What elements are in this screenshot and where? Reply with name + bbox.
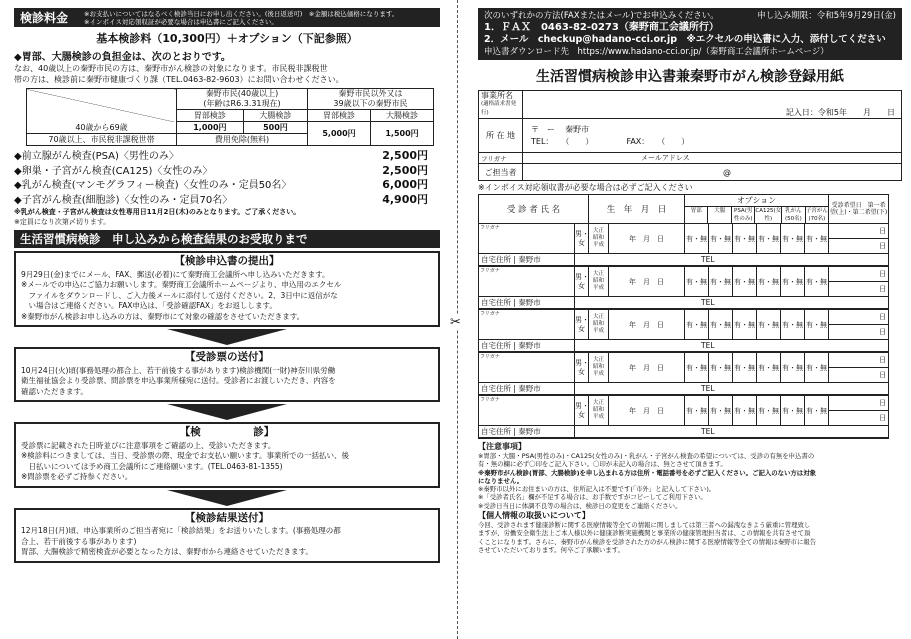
option-choice[interactable]: 有・無 xyxy=(733,266,757,297)
option-choice[interactable]: 有・無 xyxy=(685,309,709,340)
birthdate-field[interactable]: 年 月 日 xyxy=(609,395,685,426)
birthdate-field[interactable]: 年 月 日 xyxy=(609,224,685,254)
option-list xyxy=(14,149,440,207)
head-birth: 生 年 月 日 xyxy=(589,195,685,224)
preferred-date-field[interactable]: 日 日 xyxy=(829,224,889,254)
company-label: 事業所名 xyxy=(481,91,513,100)
invoice-note: ※インボイス対応領収書が必要な場合は必ずご記入ください xyxy=(478,183,693,192)
step-result: 【検診結果送付】 12月18日(月)頃、申込事業所のご担当者宛に「検診結果」をお送りいたします。(事務処理の都 合上、若干前後する事があります) 胃部、大腸検診で精密検査が必要となった方は、秦野市から連絡させていただきます。 xyxy=(14,508,440,563)
col-a-sub: (年齢はR6.3.31現在) xyxy=(203,99,281,108)
option-choice[interactable]: 有・無 xyxy=(781,309,805,340)
option-choice[interactable]: 有・無 xyxy=(709,395,733,426)
option-choice[interactable]: 有・無 xyxy=(733,309,757,340)
option-item: ◆前立腺がん検査(PSA)〈男性のみ〉 2,500円 xyxy=(14,149,428,162)
subsidy-text-2: 帯の方は、検診前に秦野市健康づくり課（TEL.0463-82-9603）にお問い合わせください。 xyxy=(14,75,344,84)
applicant-name-field[interactable]: フリガナ xyxy=(479,266,575,297)
option-choice[interactable]: 有・無 xyxy=(685,224,709,254)
sex-select[interactable]: 男・女 xyxy=(575,309,589,340)
base-price: 基本検診料（10,300円）＋オプション（下記参照） xyxy=(96,32,358,45)
down-arrow-icon xyxy=(167,490,287,506)
option-choice[interactable]: 有・無 xyxy=(781,224,805,254)
home-address-field[interactable]: 自宅住所 | 秦野市 xyxy=(479,426,575,439)
option-choice[interactable]: 有・無 xyxy=(709,224,733,254)
option-choice[interactable]: 有・無 xyxy=(805,266,829,297)
row2-value: 費用免除(無料) xyxy=(177,134,308,146)
head-colon-b: 大腸検診 xyxy=(371,110,434,122)
option-choice[interactable]: 有・無 xyxy=(805,352,829,383)
privacy-text: 今回、受診されます健康診断に関する医療情報等全ての情報に関しましては第三者への漏洩なきよう厳重に管理致し ますが、労働安全衛生法上ご本人様以外に健康診断実施機関と事業所の健康管理担当者は、この情報を共有させて頂 くことになります。さらに、秦野市がん検診を受診された方のがん検診に関する医療情報等全ての情報は秦野市に報告 させていただいております。何卒ご了承願います。 xyxy=(478,521,817,554)
col-b-label: 秦野市民以外又は xyxy=(338,89,403,98)
preferred-date-field[interactable]: 日 日 xyxy=(829,395,889,426)
option-choice[interactable]: 有・無 xyxy=(757,352,781,383)
option-choice[interactable]: 有・無 xyxy=(757,309,781,340)
home-address-field[interactable]: 自宅住所 | 秦野市 xyxy=(479,297,575,310)
head-breast: 乳がん(50名) xyxy=(781,207,804,223)
mail-line: 2．メール checkup@hadano-cci.or.jp ※エクセルの申込書に入力、添付してください xyxy=(484,34,886,45)
form-title: 生活習慣病検診申込書兼秦野市がん検診登録用紙 xyxy=(536,69,844,85)
fee-header xyxy=(14,8,440,27)
preferred-date-field[interactable]: 日 日 xyxy=(829,309,889,340)
col-b-sub: 39歳以下の秦野市民 xyxy=(333,99,408,108)
down-arrow-icon xyxy=(167,329,287,345)
era-select[interactable]: 大正 昭和 平成 xyxy=(589,395,609,426)
option-note-1: ※乳がん検査・子宮がん検査は女性専用日11月2日(木)のみとなります。ご了承ください。 xyxy=(14,208,301,216)
notes-title: 【注意事項】 xyxy=(478,442,526,451)
birthdate-field[interactable]: 年 月 日 xyxy=(609,266,685,297)
era-select[interactable]: 大正 昭和 平成 xyxy=(589,309,609,340)
sex-select[interactable]: 男・女 xyxy=(575,266,589,297)
down-arrow-icon xyxy=(167,404,287,420)
applicant-name-field[interactable]: フリガナ xyxy=(479,352,575,383)
subsidy-text-1: なお、40歳以上の秦野市民の方は、秦野市がん検診の対象になります。市民税非課税世 xyxy=(14,64,328,73)
preferred-date-field[interactable]: 日 日 xyxy=(829,266,889,297)
option-choice[interactable]: 有・無 xyxy=(781,352,805,383)
head-stomach: 胃部 xyxy=(690,208,702,214)
right-page xyxy=(470,0,906,639)
notes: ※胃部・大腸・PSA(男性のみ)・CA125(女性のみ)・乳がん・子宮がん検査の希望については、受診の有無を申込書の 有・無の欄に必ず〇印をご記入下さい。〇印が未記入の場合は、無とさせて頂きます。 ※秦野市がん検診(胃部、大腸検診)を申し込まれる方は住所・電話番号を必ずご記入ください。ご記入のない方は対象 になりません。 ※秦野市以外にお住まいの方は、住所記入は不要です(「市外」と記入して下さい)。 ※「受診者氏名」欄が不足する場合は、お手数ですがコピーしてご利用下さい。 ※受診日当日に体調不良等の場合は、検診日の変更をご連絡ください。 xyxy=(478,452,816,510)
applicant-name-field[interactable]: フリガナ xyxy=(479,395,575,426)
head-uterus: 子宮がん(70名) xyxy=(805,208,828,222)
applicant-name-field[interactable]: フリガナ xyxy=(479,309,575,340)
sex-select[interactable]: 男・女 xyxy=(575,395,589,426)
fee-note-2: ※インボイス対応領収証が必要な場合は申込書にご記入ください。 xyxy=(84,17,278,26)
birthdate-field[interactable]: 年 月 日 xyxy=(609,352,685,383)
sex-select[interactable]: 男・女 xyxy=(575,224,589,254)
option-choice[interactable]: 有・無 xyxy=(757,266,781,297)
option-item: ◆子宮がん検査(細胞診)〈女性のみ・定員70名〉 4,900円 xyxy=(14,192,428,206)
head-date-pref: 受診希望日 第一希望(上)・第二希望(下) xyxy=(829,195,889,224)
fee-table xyxy=(26,88,434,146)
option-choice[interactable]: 有・無 xyxy=(733,352,757,383)
scissors-icon: ✂ xyxy=(450,315,461,330)
deadline: 申し込み期限：令和5年9月29日(金) xyxy=(757,11,896,21)
head-colon-a: 大腸検診 xyxy=(243,110,307,122)
step-application: 【検診申込書の提出】 9月29日(金)までにメール、FAX、郵送(必着)にて秦野商工会議所へ申し込みいただきます。 ※メールでの申込にご協力お願いします。秦野商工会議所ホームページより、申込用のエクセル ファイルをダウンロードし、ご入力後メールに添付して送付ください。2、3日中に返信がな い場合はご連絡ください。FAX申込は、「受診確認FAX」をお返しします。 ※秦野市がん検診お申し込みの方は、秦野市にて対象の確認をさせていただきます。 xyxy=(14,251,440,327)
option-choice[interactable]: 有・無 xyxy=(781,266,805,297)
methods-intro: 次のいずれかの方法(FAXまたはメール)でお申込みください。 xyxy=(484,11,719,21)
sex-select[interactable]: 男・女 xyxy=(575,352,589,383)
option-choice[interactable]: 有・無 xyxy=(805,224,829,254)
mail-address-label: メールアドレス xyxy=(523,153,902,164)
option-choice[interactable]: 有・無 xyxy=(805,395,829,426)
option-choice[interactable]: 有・無 xyxy=(757,224,781,254)
company-sub: (適格請求書発行) xyxy=(481,101,517,116)
head-option: オプション xyxy=(685,195,828,207)
option-choice[interactable]: 有・無 xyxy=(709,352,733,383)
option-choice[interactable]: 有・無 xyxy=(685,266,709,297)
left-page xyxy=(0,0,448,639)
preferred-date-field[interactable]: 日 日 xyxy=(829,352,889,383)
head-colon: 大腸 xyxy=(707,207,730,223)
company-field[interactable] xyxy=(523,91,902,119)
home-tel-field[interactable]: TEL xyxy=(575,340,889,353)
other-stomach: 5,000円 xyxy=(308,122,371,146)
option-item: ◆卵巣・子宮がん検査(CA125)〈女性のみ〉 2,500円 xyxy=(14,163,428,177)
address-label: 所 在 地 xyxy=(479,119,523,153)
row1-stomach: 1,000円 xyxy=(177,122,244,134)
fax-line: 1．ＦＡＸ 0463-82-0273（秦野商工会議所行） xyxy=(484,22,719,33)
birthdate-field[interactable]: 年 月 日 xyxy=(609,309,685,340)
option-choice[interactable]: 有・無 xyxy=(685,352,709,383)
head-psa: PSA(男性のみ) xyxy=(731,207,754,223)
company-table xyxy=(478,90,902,181)
option-choice[interactable]: 有・無 xyxy=(733,224,757,254)
home-tel-field[interactable]: TEL xyxy=(575,426,889,439)
option-choice[interactable]: 有・無 xyxy=(805,309,829,340)
step-ticket: 【受診票の送付】 10月24日(火)頃(事務処理の都合上、若干前後する事があります)検診機関(一財)神奈川県労働 衛生福祉協会より受診票、問診票を申込事業所様宛に送付。受診者にお渡しいただき、内容を 確認いただきます。 xyxy=(14,347,440,402)
applicant-name-field[interactable]: フリガナ xyxy=(479,224,575,254)
home-address-field[interactable]: 自宅住所 | 秦野市 xyxy=(479,254,575,267)
row1-label: 40歳から69歳 xyxy=(27,122,177,134)
flow-header: 生活習慣病検診 申し込みから検査結果のお受取りまで xyxy=(14,230,440,248)
option-choice[interactable]: 有・無 xyxy=(709,309,733,340)
fee-note-1: ※お支払いについてはなるべく検診当日にお申し出ください。(後日返送可) ※金額は税込価格になります。 xyxy=(84,9,399,18)
option-choice[interactable]: 有・無 xyxy=(709,266,733,297)
head-stomach-a: 胃部検診 xyxy=(177,110,244,122)
option-item: ◆乳がん検査(マンモグラフィー検査)〈女性のみ・定員50名〉 6,000円 xyxy=(14,178,428,191)
contact-label: ご担当者 xyxy=(479,164,523,181)
era-select[interactable]: 大正 昭和 平成 xyxy=(589,266,609,297)
option-choice[interactable]: 有・無 xyxy=(781,395,805,426)
contact-furigana-label: フリガナ xyxy=(479,153,523,164)
subsidy-heading: ◆胃部、大腸検診の負担金は、次のとおりです。 xyxy=(14,52,231,63)
home-tel-field[interactable]: TEL xyxy=(575,297,889,310)
download-line: 申込書ダウンロード先 https://www.hadano-cci.or.jp/（秦野商工会議所ホームページ） xyxy=(484,47,829,57)
option-choice[interactable]: 有・無 xyxy=(733,395,757,426)
privacy-title: 【個人情報の取扱いについて】 xyxy=(478,511,590,521)
home-address-field[interactable]: 自宅住所 | 秦野市 xyxy=(479,383,575,396)
option-note-2: ※定員になり次第〆切ります。 xyxy=(14,218,111,226)
era-select[interactable]: 大正 昭和 平成 xyxy=(589,352,609,383)
head-name: 受 診 者 氏 名 xyxy=(479,195,589,224)
era-select[interactable]: 大正 昭和 平成 xyxy=(589,224,609,254)
home-tel-field[interactable]: TEL xyxy=(575,383,889,396)
address-field[interactable]: 〒 ー 秦野市 TEL： （ ） FAX： （ ） xyxy=(523,119,902,153)
row2-label: 70歳以上、市民税非課税世帯 xyxy=(27,134,177,146)
method-box xyxy=(478,8,902,60)
col-a-label: 秦野市民(40歳以上) xyxy=(205,89,279,98)
other-colon: 1,500円 xyxy=(371,122,434,146)
fee-header-title: 検診料金 xyxy=(20,11,69,25)
entry-date: 記入日：令和5年 月 日 xyxy=(785,108,895,117)
contact-field[interactable]: @ xyxy=(523,164,902,181)
head-stomach-b: 胃部検診 xyxy=(308,110,371,122)
option-choice[interactable]: 有・無 xyxy=(757,395,781,426)
head-ca125: CA125(女性) xyxy=(755,208,782,222)
row1-colon: 500円 xyxy=(243,122,307,134)
option-choice[interactable]: 有・無 xyxy=(685,395,709,426)
step-checkup: 【検 診】 受診票に記載された日時並びに注意事項をご確認の上、受診いただきます。 ※検診料につきましては、当日、受診票の際、現金でお支払い願います。事業所での一括払い、後 日払いについては予め商工会議所にご連絡願います。(TEL.0463-81-1355) ※問診票を必ずご持参ください。 xyxy=(14,422,440,488)
home-tel-field[interactable]: TEL xyxy=(575,254,889,267)
applicant-table xyxy=(478,194,889,439)
home-address-field[interactable]: 自宅住所 | 秦野市 xyxy=(479,340,575,353)
